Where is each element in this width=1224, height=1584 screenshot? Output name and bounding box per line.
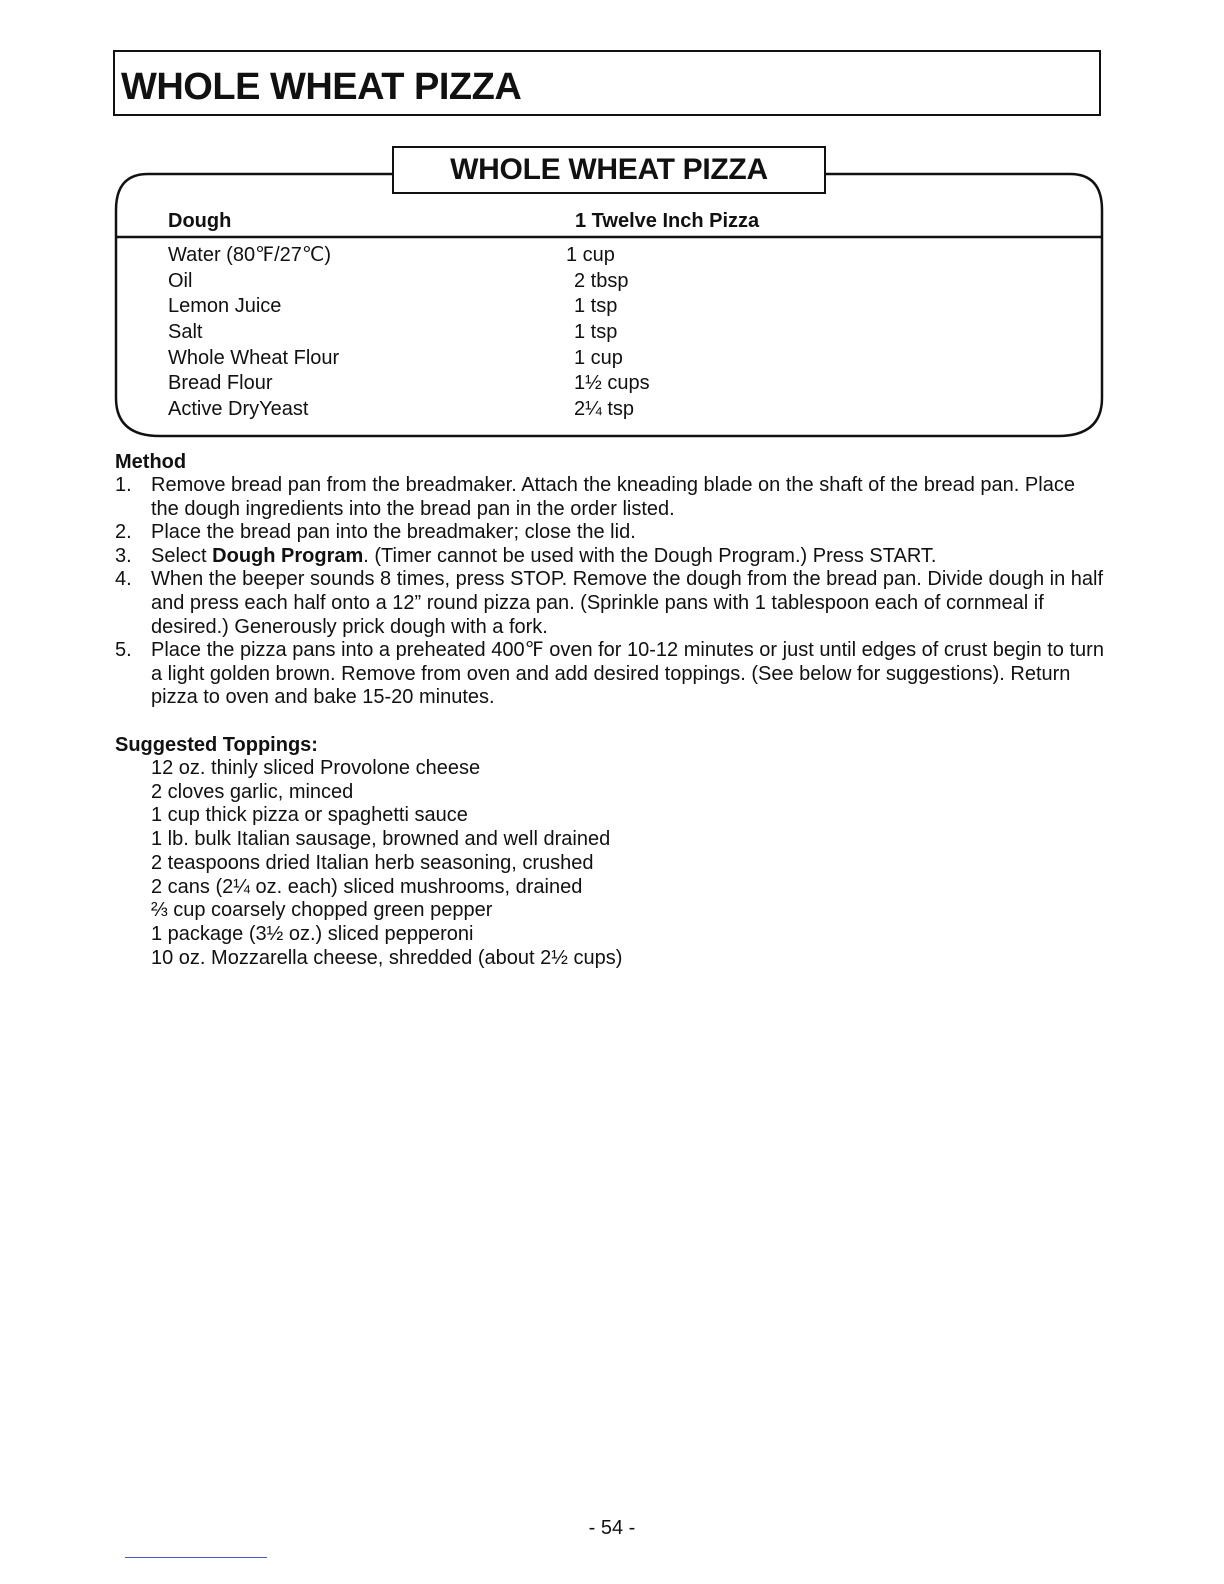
ingredient-name: Salt: [168, 321, 203, 344]
topping-item: 2 teaspoons dried Italian herb seasoning, crushed: [151, 851, 594, 874]
step-text: When the beeper sounds 8 times, press STOP. Remove the dough from the bread pan. Divide dough in half and press each half onto a 12” round pizza pan. (Sprinkle pans with 1 tablespoon each of cornmeal if desired.) Generously prick dough with a fork.: [151, 568, 1104, 638]
step-number: 3.: [115, 544, 132, 567]
method-step: [115, 639, 1105, 710]
topping-item: 1 cup thick pizza or spaghetti sauce: [151, 804, 468, 827]
ingredient-name-list: [168, 243, 339, 423]
topping-item: 1 lb. bulk Italian sausage, browned and well drained: [151, 828, 611, 851]
step-number: 2.: [115, 521, 132, 544]
method-steps: [115, 474, 1105, 710]
topping-item: 1 package (3½ oz.) sliced pepperoni: [151, 922, 474, 945]
ingredient-qty: 2 tbsp: [574, 269, 629, 292]
method-step: [115, 545, 1105, 569]
step-text-post: . (Timer cannot be used with the Dough Program.) Press START.: [363, 544, 937, 567]
toppings-heading: Suggested Toppings:: [115, 734, 318, 756]
step-text-pre: Select: [151, 544, 213, 567]
topping-item: 12 oz. thinly sliced Provolone cheese: [151, 757, 481, 779]
method-step: [115, 474, 1105, 521]
column-header-ingredient: Dough: [168, 210, 232, 232]
ingredient-name: Whole Wheat Flour: [168, 346, 340, 369]
ingredient-qty: 1 tsp: [574, 321, 618, 344]
page-number: - 54 -: [588, 1517, 636, 1539]
ingredient-qty: 1 cup: [574, 346, 623, 369]
method-heading: Method: [115, 451, 187, 473]
method-step: [115, 521, 1105, 545]
page-title: WHOLE WHEAT PIZZA: [121, 66, 522, 108]
method-step: [115, 568, 1105, 639]
step-text: Place the bread pan into the breadmaker; close the lid.: [151, 521, 636, 544]
ingredient-qty: 2¼ tsp: [574, 398, 635, 421]
ingredient-qty: 1 cup: [566, 244, 615, 266]
footer-rule: [125, 1557, 267, 1558]
ingredient-name: Oil: [168, 269, 193, 292]
ingredient-qty: 1 tsp: [574, 295, 618, 318]
ingredient-qty: 1½ cups: [574, 372, 650, 395]
step-text: Remove bread pan from the breadmaker. Attach the kneading blade on the shaft of the bread pan. Place the dough ingredients into the bread pan in the order listed.: [151, 474, 1075, 520]
step-number: 1.: [115, 474, 132, 496]
topping-item: 2 cans (2¼ oz. each) sliced mushrooms, drained: [151, 875, 583, 898]
ingredient-name: Lemon Juice: [168, 295, 282, 318]
ingredient-name: Active DryYeast: [168, 398, 309, 421]
step-number: 4.: [115, 568, 132, 591]
recipe-box-title: WHOLE WHEAT PIZZA: [392, 146, 826, 194]
step-text: Place the pizza pans into a preheated 400℉ oven for 10-12 minutes or just until edges of crust begin to turn a light golden brown. Remove from oven and add desired toppings. (See below for suggestions). Return pizza to oven and bake 15-20 minutes.: [151, 639, 1104, 709]
toppings-list: [151, 757, 622, 970]
topping-item: ⅔ cup coarsely chopped green pepper: [151, 899, 493, 922]
ingredient-quantity-list: [568, 243, 650, 423]
ingredient-name: Bread Flour: [168, 372, 273, 395]
topping-item: 2 cloves garlic, minced: [151, 780, 354, 803]
ingredient-name: Water (80℉/27℃): [168, 244, 332, 266]
topping-item: 10 oz. Mozzarella cheese, shredded (about 2½ cups): [151, 946, 623, 969]
step-text-bold: Dough Program: [212, 544, 364, 567]
column-header-quantity: 1 Twelve Inch Pizza: [575, 210, 760, 232]
step-number: 5.: [115, 639, 132, 662]
